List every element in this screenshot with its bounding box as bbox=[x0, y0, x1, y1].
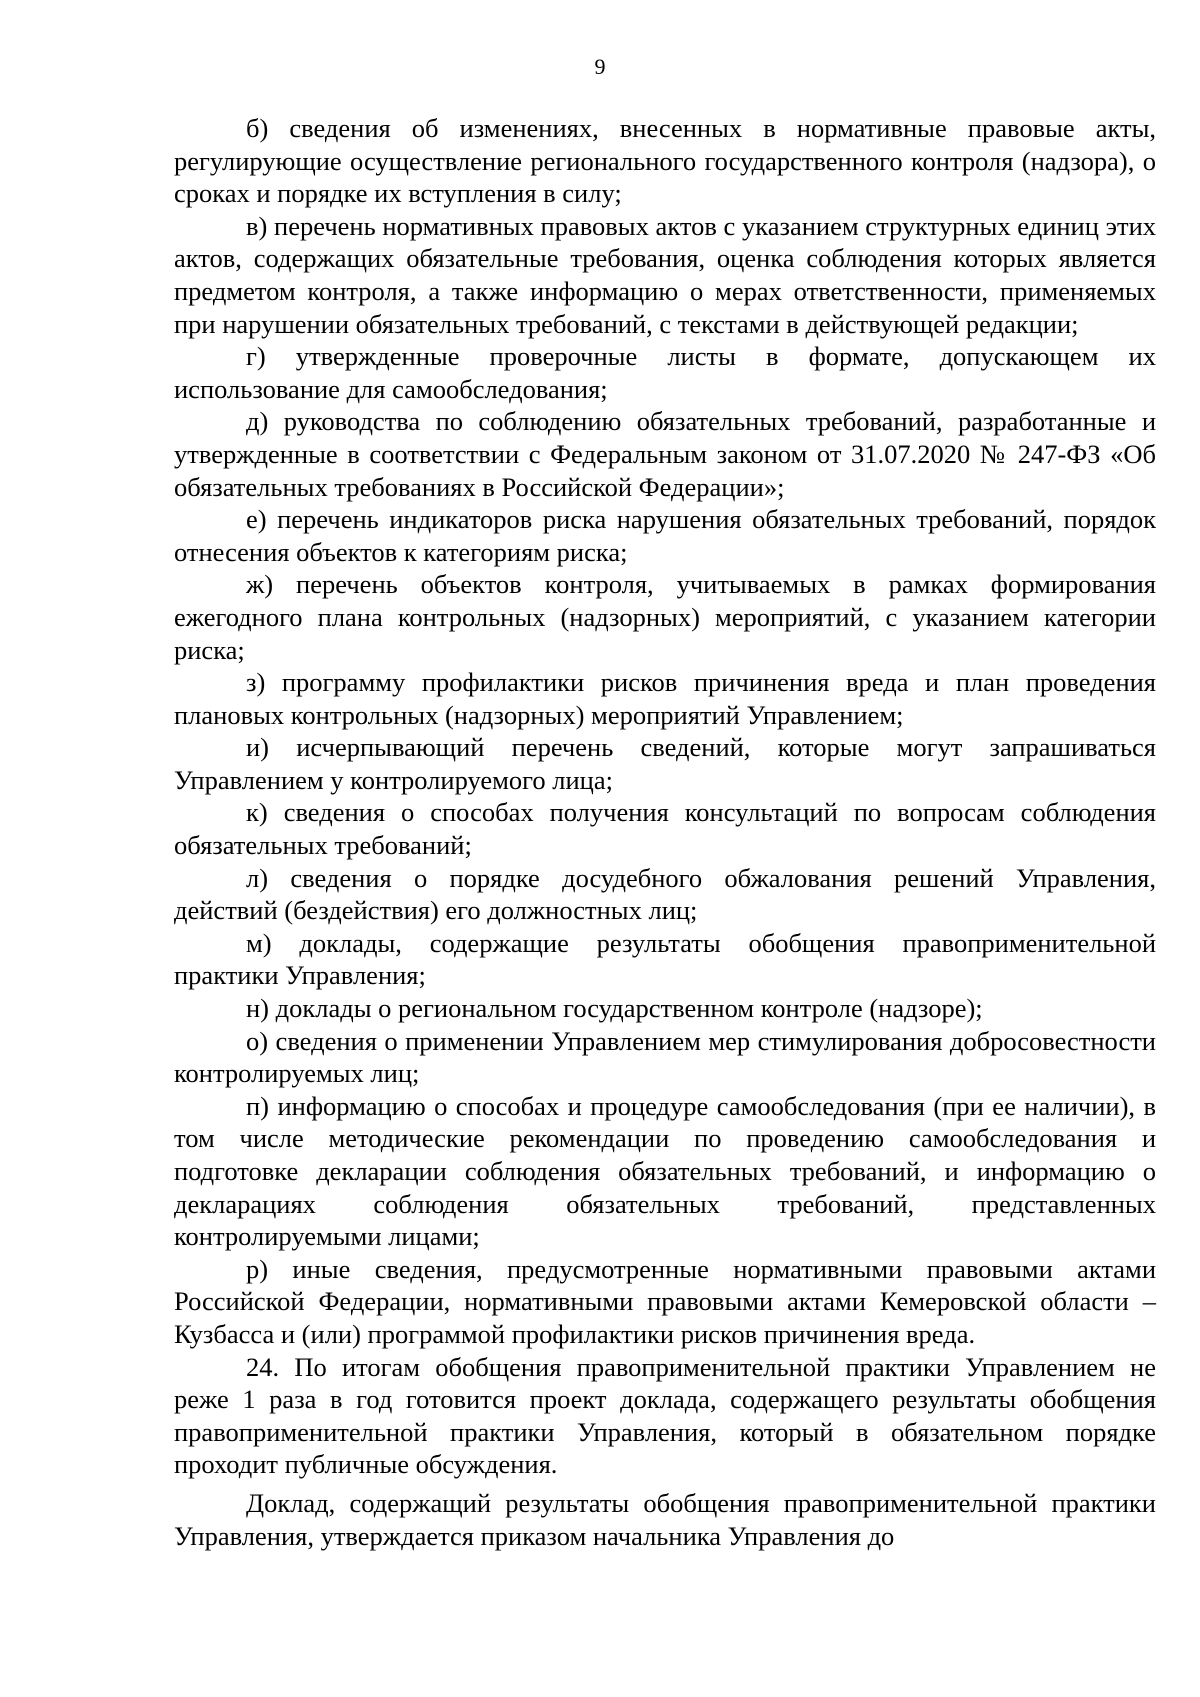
document-body bbox=[174, 112, 1156, 1552]
paragraph-l: л) сведения о порядке досудебного обжалования решений Управления, действий (бездействия) его должностных лиц; bbox=[174, 862, 1156, 926]
paragraph-g: г) утвержденные проверочные листы в формате, допускающем их использование для самообследования; bbox=[174, 341, 1156, 404]
paragraph-m: м) доклады, содержащие результаты обобщения правоприменительной практики Управления; bbox=[174, 927, 1156, 991]
paragraph-r: р) иные сведения, предусмотренные нормативными правовыми актами Российской Федерации, нормативными правовыми актами Кемеровской области – Кузбасса и (или) программой профилактики рисков причинения вреда. bbox=[174, 1253, 1156, 1349]
paragraph-p: п) информацию о способах и процедуре самообследования (при ее наличии), в том числе методические рекомендации по проведению самообследования и подготовке декларации соблюдения обязательных требований, и информацию о декларациях соблюдения обязательных требований, представленных контролируемыми лицами; bbox=[174, 1090, 1156, 1252]
paragraph-24: 24. По итогам обобщения правоприменительной практики Управлением не реже 1 раза в год готовится проект доклада, содержащего результаты обобщения правоприменительной практики Управления, который в обязательном порядке проходит публичные обсуждения. bbox=[174, 1351, 1156, 1480]
paragraph-z: з) программу профилактики рисков причинения вреда и план проведения плановых контрольных (надзорных) мероприятий Управлением; bbox=[174, 667, 1156, 730]
paragraph-zh: ж) перечень объектов контроля, учитываемых в рамках формирования ежегодного плана контрольных (надзорных) мероприятий, с указанием категории риска; bbox=[174, 569, 1156, 665]
paragraph-report: Доклад, содержащий результаты обобщения правоприменительной практики Управления, утверждается приказом начальника Управления до bbox=[174, 1487, 1156, 1551]
paragraph-k: к) сведения о способах получения консультаций по вопросам соблюдения обязательных требований; bbox=[174, 797, 1156, 861]
paragraph-e: е) перечень индикаторов риска нарушения обязательных требований, порядок отнесения объектов к категориям риска; bbox=[174, 504, 1156, 567]
paragraph-v: в) перечень нормативных правовых актов с указанием структурных единиц этих актов, содержащих обязательные требования, оценка соблюдения которых является предметом контроля, а также информацию о мерах ответственности, применяемых при нарушении обязательных требований, с текстами в действующей редакции; bbox=[174, 210, 1156, 339]
paragraph-i: и) исчерпывающий перечень сведений, которые могут запрашиваться Управлением у контролируемого лица; bbox=[174, 732, 1156, 795]
paragraph-d: д) руководства по соблюдению обязательных требований, разработанные и утвержденные в соответствии с Федеральным законом от 31.07.2020 № 247-ФЗ «Об обязательных требованиях в Российской Федерации»; bbox=[174, 406, 1156, 502]
page-number: 9 bbox=[594, 54, 606, 79]
paragraph-o: о) сведения о применении Управлением мер стимулирования добросовестности контролируемых лиц; bbox=[174, 1025, 1156, 1089]
paragraph-n: н) доклады о региональном государственном контроле (надзоре); bbox=[246, 993, 983, 1024]
paragraph-b: б) сведения об изменениях, внесенных в нормативные правовые акты, регулирующие осуществление регионального государственного контроля (надзора), о сроках и порядке их вступления в силу; bbox=[174, 113, 1156, 209]
